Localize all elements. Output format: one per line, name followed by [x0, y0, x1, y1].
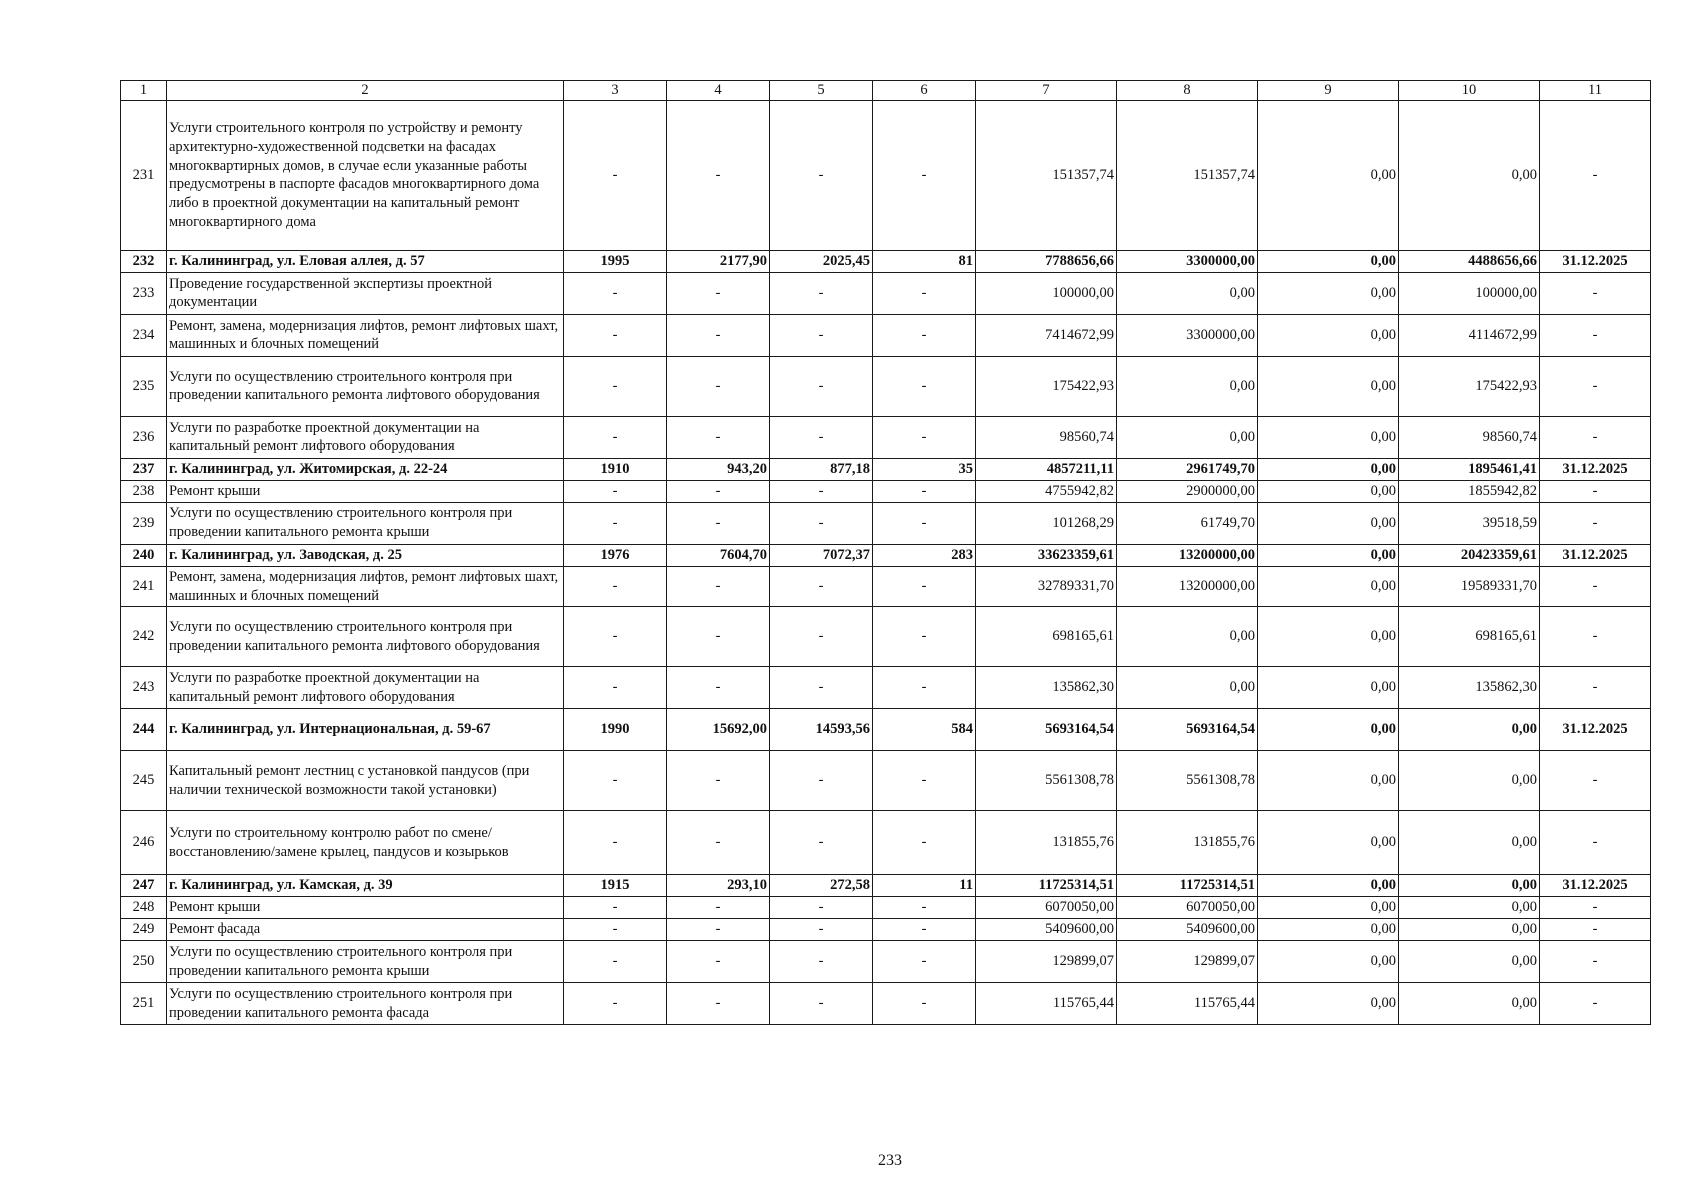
total-area-cell: - — [667, 607, 770, 667]
living-area-cell: 14593,56 — [770, 709, 873, 751]
column-header: 6 — [873, 81, 976, 101]
total-area-cell: - — [667, 811, 770, 875]
living-area-cell: - — [770, 314, 873, 356]
total-cost-cell: 5409600,00 — [976, 919, 1117, 941]
completion-date-cell: - — [1540, 811, 1651, 875]
cost-budget-cell: 0,00 — [1258, 356, 1399, 416]
work-item-row — [121, 811, 1651, 875]
completion-date-cell: 31.12.2025 — [1540, 458, 1651, 480]
work-item-row — [121, 607, 1651, 667]
description-cell: Услуги по осуществлению строительного контроля при проведении капитального ремонта крыши — [167, 502, 564, 544]
row-number-cell: 241 — [121, 566, 167, 607]
completion-date-cell: - — [1540, 897, 1651, 919]
cost-owners-cell: 0,00 — [1399, 751, 1540, 811]
total-area-cell: 943,20 — [667, 458, 770, 480]
construction-year-cell: 1915 — [564, 875, 667, 897]
living-area-cell: 7072,37 — [770, 544, 873, 566]
cost-budget-cell: 0,00 — [1258, 566, 1399, 607]
residents-cell: - — [873, 566, 976, 607]
cost-owners-cell: 0,00 — [1399, 811, 1540, 875]
row-number-cell: 240 — [121, 544, 167, 566]
residents-cell: - — [873, 897, 976, 919]
total-cost-cell: 32789331,70 — [976, 566, 1117, 607]
total-cost-cell: 101268,29 — [976, 502, 1117, 544]
cost-budget-cell: 0,00 — [1258, 919, 1399, 941]
living-area-cell: - — [770, 811, 873, 875]
construction-year-cell: - — [564, 100, 667, 250]
row-number-cell: 244 — [121, 709, 167, 751]
residents-cell: - — [873, 416, 976, 458]
row-number-cell: 232 — [121, 250, 167, 272]
living-area-cell: - — [770, 416, 873, 458]
cost-fund-cell: 115765,44 — [1117, 983, 1258, 1025]
completion-date-cell: - — [1540, 480, 1651, 502]
row-number-cell: 246 — [121, 811, 167, 875]
construction-year-cell: - — [564, 314, 667, 356]
residents-cell: - — [873, 314, 976, 356]
work-item-row — [121, 480, 1651, 502]
cost-budget-cell: 0,00 — [1258, 480, 1399, 502]
total-cost-cell: 175422,93 — [976, 356, 1117, 416]
completion-date-cell: - — [1540, 941, 1651, 983]
total-area-cell: - — [667, 667, 770, 709]
cost-budget-cell: 0,00 — [1258, 502, 1399, 544]
cost-fund-cell: 0,00 — [1117, 667, 1258, 709]
description-cell: Услуги по разработке проектной документации на капитальный ремонт лифтового оборудования — [167, 667, 564, 709]
living-area-cell: - — [770, 480, 873, 502]
cost-owners-cell: 135862,30 — [1399, 667, 1540, 709]
description-cell: Ремонт крыши — [167, 480, 564, 502]
cost-owners-cell: 698165,61 — [1399, 607, 1540, 667]
row-number-cell: 248 — [121, 897, 167, 919]
total-area-cell: - — [667, 751, 770, 811]
total-cost-cell: 98560,74 — [976, 416, 1117, 458]
living-area-cell: - — [770, 566, 873, 607]
cost-fund-cell: 2961749,70 — [1117, 458, 1258, 480]
living-area-cell: - — [770, 897, 873, 919]
construction-year-cell: - — [564, 356, 667, 416]
work-item-row — [121, 100, 1651, 250]
work-item-row — [121, 941, 1651, 983]
cost-owners-cell: 0,00 — [1399, 709, 1540, 751]
cost-owners-cell: 19589331,70 — [1399, 566, 1540, 607]
cost-fund-cell: 13200000,00 — [1117, 566, 1258, 607]
completion-date-cell: - — [1540, 356, 1651, 416]
residents-cell: - — [873, 941, 976, 983]
cost-owners-cell: 98560,74 — [1399, 416, 1540, 458]
column-header: 1 — [121, 81, 167, 101]
description-cell: Услуги строительного контроля по устройству и ремонту архитектурно-художественной подсветки на фасадах многоквартирных домов, в случае если указанные работы предусмотрены в паспорте фасадов многоквартирного дома либо в проектной документации на капитальный ремонт многоквартирного дома — [167, 100, 564, 250]
row-number-cell: 245 — [121, 751, 167, 811]
cost-fund-cell: 11725314,51 — [1117, 875, 1258, 897]
description-cell: Ремонт крыши — [167, 897, 564, 919]
residents-cell: 584 — [873, 709, 976, 751]
cost-fund-cell: 0,00 — [1117, 356, 1258, 416]
row-number-cell: 237 — [121, 458, 167, 480]
row-number-cell: 249 — [121, 919, 167, 941]
construction-year-cell: - — [564, 480, 667, 502]
cost-fund-cell: 3300000,00 — [1117, 314, 1258, 356]
cost-fund-cell: 0,00 — [1117, 416, 1258, 458]
total-area-cell: 2177,90 — [667, 250, 770, 272]
work-item-row — [121, 919, 1651, 941]
construction-year-cell: 1910 — [564, 458, 667, 480]
completion-date-cell: - — [1540, 416, 1651, 458]
address-row — [121, 709, 1651, 751]
row-number-cell: 239 — [121, 502, 167, 544]
column-header: 8 — [1117, 81, 1258, 101]
row-number-cell: 233 — [121, 272, 167, 314]
total-area-cell: - — [667, 416, 770, 458]
total-area-cell: - — [667, 983, 770, 1025]
column-header: 3 — [564, 81, 667, 101]
total-cost-cell: 33623359,61 — [976, 544, 1117, 566]
cost-owners-cell: 20423359,61 — [1399, 544, 1540, 566]
residents-cell: 81 — [873, 250, 976, 272]
cost-budget-cell: 0,00 — [1258, 941, 1399, 983]
living-area-cell: - — [770, 607, 873, 667]
cost-owners-cell: 0,00 — [1399, 875, 1540, 897]
total-cost-cell: 5693164,54 — [976, 709, 1117, 751]
work-item-row — [121, 416, 1651, 458]
cost-fund-cell: 5409600,00 — [1117, 919, 1258, 941]
cost-budget-cell: 0,00 — [1258, 250, 1399, 272]
cost-fund-cell: 129899,07 — [1117, 941, 1258, 983]
construction-year-cell: - — [564, 502, 667, 544]
completion-date-cell: 31.12.2025 — [1540, 875, 1651, 897]
living-area-cell: - — [770, 919, 873, 941]
row-number-cell: 231 — [121, 100, 167, 250]
total-cost-cell: 4755942,82 — [976, 480, 1117, 502]
work-item-row — [121, 983, 1651, 1025]
construction-year-cell: 1976 — [564, 544, 667, 566]
description-cell: г. Калининград, ул. Камская, д. 39 — [167, 875, 564, 897]
page-number: 233 — [878, 1152, 902, 1169]
completion-date-cell: 31.12.2025 — [1540, 544, 1651, 566]
description-cell: г. Калининград, ул. Житомирская, д. 22-24 — [167, 458, 564, 480]
total-area-cell: - — [667, 897, 770, 919]
construction-year-cell: - — [564, 607, 667, 667]
row-number-cell: 243 — [121, 667, 167, 709]
residents-cell: 11 — [873, 875, 976, 897]
column-header: 7 — [976, 81, 1117, 101]
column-header: 10 — [1399, 81, 1540, 101]
description-cell: Услуги по осуществлению строительного контроля при проведении капитального ремонта крыши — [167, 941, 564, 983]
work-item-row — [121, 897, 1651, 919]
row-number-cell: 235 — [121, 356, 167, 416]
living-area-cell: - — [770, 502, 873, 544]
cost-budget-cell: 0,00 — [1258, 875, 1399, 897]
residents-cell: 283 — [873, 544, 976, 566]
total-area-cell: - — [667, 272, 770, 314]
residents-cell: - — [873, 100, 976, 250]
cost-budget-cell: 0,00 — [1258, 100, 1399, 250]
cost-budget-cell: 0,00 — [1258, 314, 1399, 356]
construction-year-cell: 1990 — [564, 709, 667, 751]
construction-year-cell: - — [564, 566, 667, 607]
description-cell: Ремонт фасада — [167, 919, 564, 941]
completion-date-cell: - — [1540, 751, 1651, 811]
cost-budget-cell: 0,00 — [1258, 272, 1399, 314]
residents-cell: - — [873, 983, 976, 1025]
total-cost-cell: 4857211,11 — [976, 458, 1117, 480]
description-cell: г. Калининград, ул. Интернациональная, д. 59-67 — [167, 709, 564, 751]
construction-year-cell: 1995 — [564, 250, 667, 272]
cost-fund-cell: 131855,76 — [1117, 811, 1258, 875]
construction-year-cell: - — [564, 751, 667, 811]
description-cell: Проведение государственной экспертизы проектной документации — [167, 272, 564, 314]
cost-budget-cell: 0,00 — [1258, 544, 1399, 566]
total-cost-cell: 6070050,00 — [976, 897, 1117, 919]
total-cost-cell: 131855,76 — [976, 811, 1117, 875]
cost-fund-cell: 0,00 — [1117, 607, 1258, 667]
living-area-cell: - — [770, 272, 873, 314]
capital-repair-table — [120, 80, 1651, 1025]
row-number-cell: 242 — [121, 607, 167, 667]
cost-owners-cell: 100000,00 — [1399, 272, 1540, 314]
description-cell: Ремонт, замена, модернизация лифтов, ремонт лифтовых шахт, машинных и блочных помещений — [167, 314, 564, 356]
cost-budget-cell: 0,00 — [1258, 811, 1399, 875]
completion-date-cell: - — [1540, 607, 1651, 667]
cost-owners-cell: 0,00 — [1399, 919, 1540, 941]
completion-date-cell: 31.12.2025 — [1540, 709, 1651, 751]
residents-cell: - — [873, 811, 976, 875]
cost-owners-cell: 175422,93 — [1399, 356, 1540, 416]
total-area-cell: - — [667, 941, 770, 983]
total-cost-cell: 151357,74 — [976, 100, 1117, 250]
completion-date-cell: - — [1540, 502, 1651, 544]
work-item-row — [121, 356, 1651, 416]
description-cell: Услуги по строительному контролю работ по смене/восстановлению/замене крылец, пандусов и козырьков — [167, 811, 564, 875]
work-item-row — [121, 502, 1651, 544]
column-header: 9 — [1258, 81, 1399, 101]
completion-date-cell: - — [1540, 919, 1651, 941]
completion-date-cell: - — [1540, 314, 1651, 356]
completion-date-cell: - — [1540, 667, 1651, 709]
work-item-row — [121, 566, 1651, 607]
residents-cell: - — [873, 502, 976, 544]
construction-year-cell: - — [564, 941, 667, 983]
description-cell: Услуги по осуществлению строительного контроля при проведении капитального ремонта фасада — [167, 983, 564, 1025]
completion-date-cell: - — [1540, 100, 1651, 250]
cost-owners-cell: 39518,59 — [1399, 502, 1540, 544]
construction-year-cell: - — [564, 667, 667, 709]
total-cost-cell: 698165,61 — [976, 607, 1117, 667]
description-cell: Услуги по осуществлению строительного контроля при проведении капитального ремонта лифтового оборудования — [167, 356, 564, 416]
total-area-cell: 293,10 — [667, 875, 770, 897]
description-cell: Капитальный ремонт лестниц с установкой пандусов (при наличии технической возможности такой установки) — [167, 751, 564, 811]
total-cost-cell: 115765,44 — [976, 983, 1117, 1025]
living-area-cell: - — [770, 941, 873, 983]
cost-owners-cell: 4114672,99 — [1399, 314, 1540, 356]
work-item-row — [121, 272, 1651, 314]
total-cost-cell: 11725314,51 — [976, 875, 1117, 897]
cost-fund-cell: 13200000,00 — [1117, 544, 1258, 566]
description-cell: Услуги по осуществлению строительного контроля при проведении капитального ремонта лифтового оборудования — [167, 607, 564, 667]
column-header: 5 — [770, 81, 873, 101]
cost-fund-cell: 3300000,00 — [1117, 250, 1258, 272]
total-area-cell: - — [667, 480, 770, 502]
living-area-cell: - — [770, 983, 873, 1025]
living-area-cell: - — [770, 667, 873, 709]
table-body — [121, 81, 1651, 1025]
total-area-cell: - — [667, 919, 770, 941]
description-cell: Ремонт, замена, модернизация лифтов, ремонт лифтовых шахт, машинных и блочных помещений — [167, 566, 564, 607]
row-number-cell: 238 — [121, 480, 167, 502]
total-cost-cell: 135862,30 — [976, 667, 1117, 709]
living-area-cell: - — [770, 100, 873, 250]
cost-budget-cell: 0,00 — [1258, 983, 1399, 1025]
column-header: 2 — [167, 81, 564, 101]
cost-fund-cell: 0,00 — [1117, 272, 1258, 314]
cost-budget-cell: 0,00 — [1258, 667, 1399, 709]
total-cost-cell: 7414672,99 — [976, 314, 1117, 356]
completion-date-cell: - — [1540, 272, 1651, 314]
total-area-cell: 7604,70 — [667, 544, 770, 566]
work-item-row — [121, 751, 1651, 811]
cost-fund-cell: 5561308,78 — [1117, 751, 1258, 811]
address-row — [121, 458, 1651, 480]
completion-date-cell: - — [1540, 983, 1651, 1025]
cost-fund-cell: 61749,70 — [1117, 502, 1258, 544]
column-header: 4 — [667, 81, 770, 101]
cost-budget-cell: 0,00 — [1258, 751, 1399, 811]
construction-year-cell: - — [564, 983, 667, 1025]
cost-owners-cell: 0,00 — [1399, 941, 1540, 983]
cost-budget-cell: 0,00 — [1258, 709, 1399, 751]
living-area-cell: 272,58 — [770, 875, 873, 897]
address-row — [121, 875, 1651, 897]
row-number-cell: 236 — [121, 416, 167, 458]
total-area-cell: - — [667, 100, 770, 250]
living-area-cell: - — [770, 356, 873, 416]
construction-year-cell: - — [564, 897, 667, 919]
total-cost-cell: 7788656,66 — [976, 250, 1117, 272]
total-cost-cell: 129899,07 — [976, 941, 1117, 983]
total-area-cell: - — [667, 502, 770, 544]
total-area-cell: 15692,00 — [667, 709, 770, 751]
cost-owners-cell: 0,00 — [1399, 100, 1540, 250]
row-number-cell: 250 — [121, 941, 167, 983]
cost-owners-cell: 4488656,66 — [1399, 250, 1540, 272]
row-number-cell: 234 — [121, 314, 167, 356]
cost-budget-cell: 0,00 — [1258, 607, 1399, 667]
cost-owners-cell: 0,00 — [1399, 897, 1540, 919]
column-number-row — [121, 81, 1651, 101]
address-row — [121, 544, 1651, 566]
living-area-cell: - — [770, 751, 873, 811]
cost-owners-cell: 1855942,82 — [1399, 480, 1540, 502]
total-area-cell: - — [667, 314, 770, 356]
completion-date-cell: 31.12.2025 — [1540, 250, 1651, 272]
cost-fund-cell: 2900000,00 — [1117, 480, 1258, 502]
column-header: 11 — [1540, 81, 1651, 101]
residents-cell: - — [873, 919, 976, 941]
work-item-row — [121, 667, 1651, 709]
description-cell: г. Калининград, ул. Заводская, д. 25 — [167, 544, 564, 566]
construction-year-cell: - — [564, 416, 667, 458]
construction-year-cell: - — [564, 919, 667, 941]
cost-owners-cell: 1895461,41 — [1399, 458, 1540, 480]
cost-fund-cell: 6070050,00 — [1117, 897, 1258, 919]
residents-cell: - — [873, 272, 976, 314]
living-area-cell: 2025,45 — [770, 250, 873, 272]
work-item-row — [121, 314, 1651, 356]
cost-budget-cell: 0,00 — [1258, 897, 1399, 919]
residents-cell: - — [873, 751, 976, 811]
total-cost-cell: 100000,00 — [976, 272, 1117, 314]
residents-cell: - — [873, 667, 976, 709]
residents-cell: 35 — [873, 458, 976, 480]
row-number-cell: 251 — [121, 983, 167, 1025]
cost-fund-cell: 5693164,54 — [1117, 709, 1258, 751]
total-area-cell: - — [667, 356, 770, 416]
cost-owners-cell: 0,00 — [1399, 983, 1540, 1025]
description-cell: г. Калининград, ул. Еловая аллея, д. 57 — [167, 250, 564, 272]
residents-cell: - — [873, 356, 976, 416]
address-row — [121, 250, 1651, 272]
cost-budget-cell: 0,00 — [1258, 416, 1399, 458]
total-area-cell: - — [667, 566, 770, 607]
total-cost-cell: 5561308,78 — [976, 751, 1117, 811]
construction-year-cell: - — [564, 811, 667, 875]
description-cell: Услуги по разработке проектной документации на капитальный ремонт лифтового оборудования — [167, 416, 564, 458]
living-area-cell: 877,18 — [770, 458, 873, 480]
cost-budget-cell: 0,00 — [1258, 458, 1399, 480]
residents-cell: - — [873, 480, 976, 502]
cost-fund-cell: 151357,74 — [1117, 100, 1258, 250]
row-number-cell: 247 — [121, 875, 167, 897]
construction-year-cell: - — [564, 272, 667, 314]
completion-date-cell: - — [1540, 566, 1651, 607]
residents-cell: - — [873, 607, 976, 667]
